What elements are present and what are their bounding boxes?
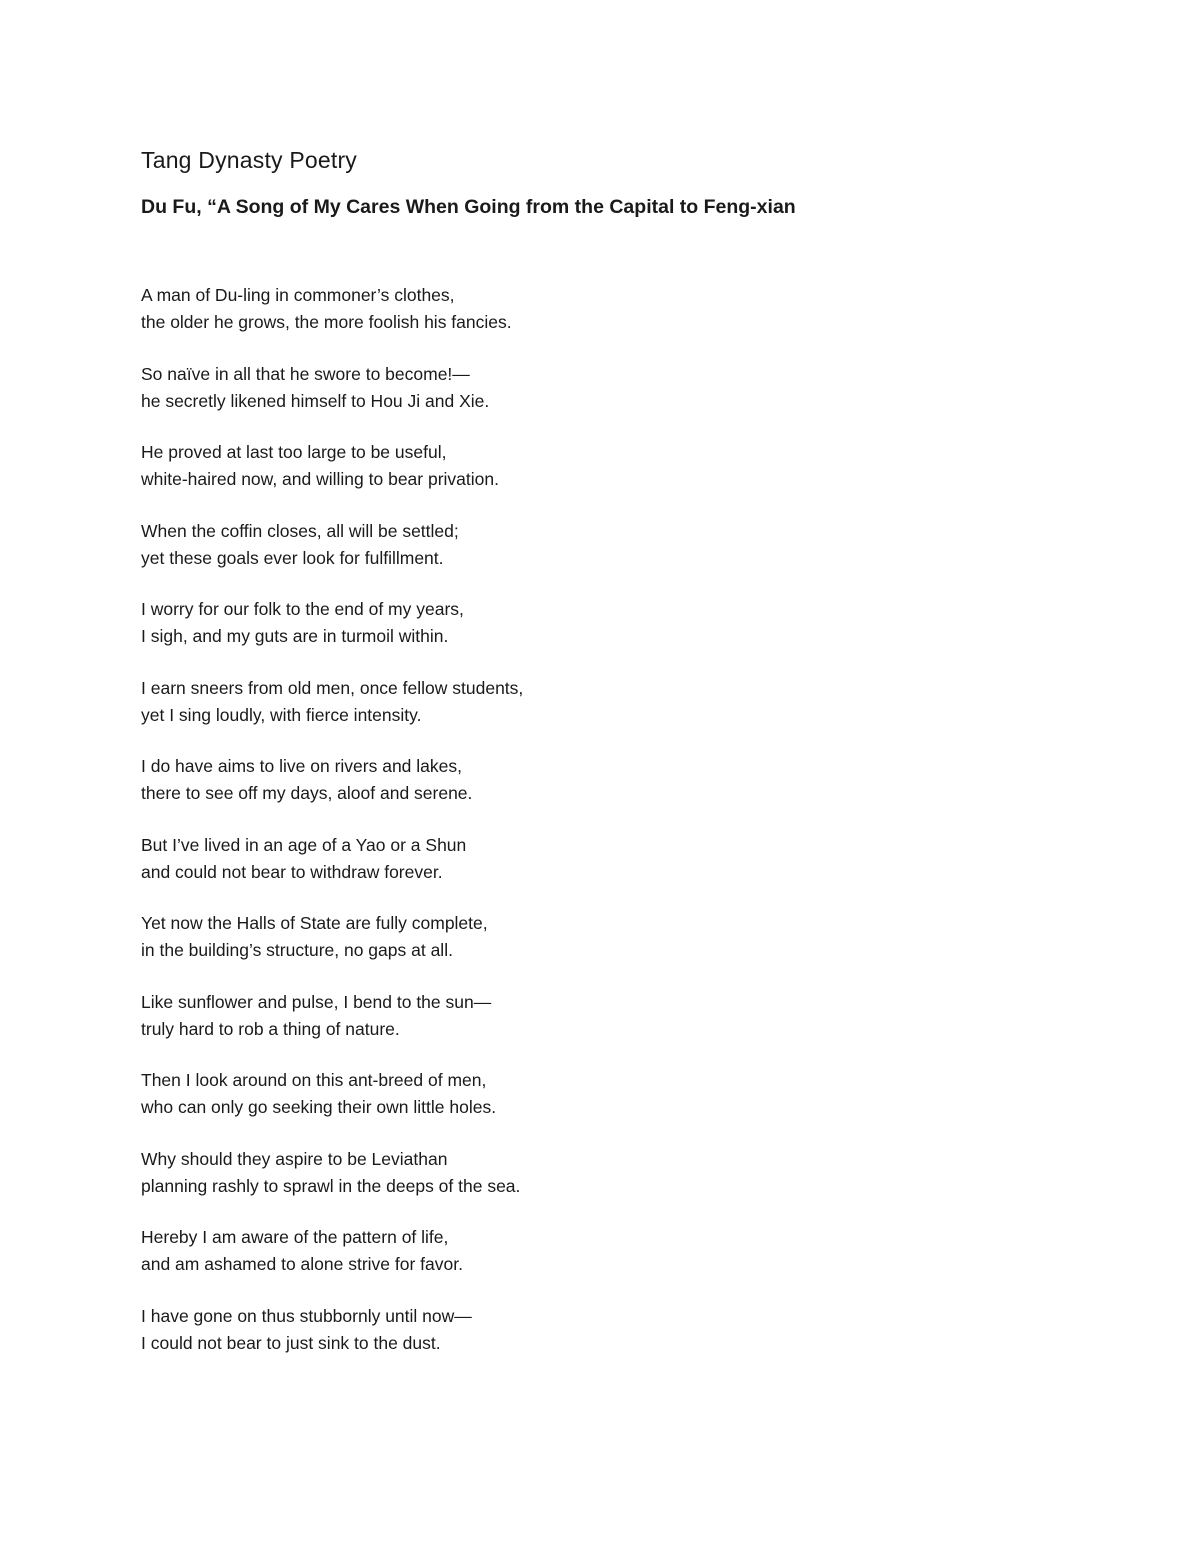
poem-line: white-haired now, and willing to bear privation. <box>141 469 499 489</box>
poem-line: Yet now the Halls of State are fully complete, <box>141 913 488 933</box>
stanza <box>141 1146 1101 1200</box>
poem-body <box>141 282 1101 1357</box>
stanza <box>141 596 1101 650</box>
poem-line: Then I look around on this ant-breed of men, <box>141 1070 487 1090</box>
poem-line: So naïve in all that he swore to become!— <box>141 363 470 384</box>
stanza <box>141 1067 1101 1121</box>
poem-line: Hereby I am aware of the pattern of life, <box>141 1227 449 1247</box>
stanza <box>141 989 1101 1043</box>
stanza <box>141 1303 1101 1357</box>
stanza <box>141 832 1101 886</box>
poem-line: the older he grows, the more foolish his fancies. <box>141 312 512 332</box>
poem-line: When the coffin closes, all will be settled; <box>141 520 459 541</box>
stanza <box>141 675 1101 729</box>
poem-line: I worry for our folk to the end of my years, <box>141 599 464 619</box>
poem-line: A man of Du-ling in commoner’s clothes, <box>141 285 455 305</box>
stanza <box>141 910 1101 964</box>
poem-line: planning rashly to sprawl in the deeps of the sea. <box>141 1175 521 1196</box>
poem-line: who can only go seeking their own little holes. <box>141 1097 497 1117</box>
poem-line: I do have aims to live on rivers and lakes, <box>141 756 462 776</box>
poem-line: in the building’s structure, no gaps at all. <box>141 940 453 960</box>
poem-line: I earn sneers from old men, once fellow students, <box>141 677 524 698</box>
stanza <box>141 1224 1101 1278</box>
document-page <box>141 140 1101 1381</box>
poem-line: Like sunflower and pulse, I bend to the sun— <box>141 991 492 1012</box>
poem-line: But I’ve lived in an age of a Yao or a Shun <box>141 834 467 855</box>
stanza <box>141 282 1101 336</box>
poem-line: yet I sing loudly, with fierce intensity. <box>141 704 422 725</box>
poem-title: Du Fu, “A Song of My Cares When Going from the Capital to Feng-xian <box>141 196 796 218</box>
poem-line: Why should they aspire to be Leviathan <box>141 1148 448 1169</box>
poem-line: I sigh, and my guts are in turmoil within. <box>141 626 449 646</box>
poem-line: and am ashamed to alone strive for favor. <box>141 1254 463 1274</box>
poem-line: He proved at last too large to be useful, <box>141 442 447 462</box>
poem-line: I could not bear to just sink to the dust. <box>141 1332 441 1353</box>
stanza <box>141 439 1101 493</box>
stanza <box>141 753 1101 807</box>
poem-line: truly hard to rob a thing of nature. <box>141 1018 400 1039</box>
stanza <box>141 361 1101 415</box>
poem-line: I have gone on thus stubbornly until now— <box>141 1305 472 1326</box>
stanza <box>141 518 1101 572</box>
poem-line: yet these goals ever look for fulfillment. <box>141 547 444 568</box>
poem-line: and could not bear to withdraw forever. <box>141 861 443 882</box>
document-title: Tang Dynasty Poetry <box>141 147 358 173</box>
poem-line: he secretly likened himself to Hou Ji and Xie. <box>141 390 490 411</box>
poem-line: there to see off my days, aloof and serene. <box>141 783 473 803</box>
